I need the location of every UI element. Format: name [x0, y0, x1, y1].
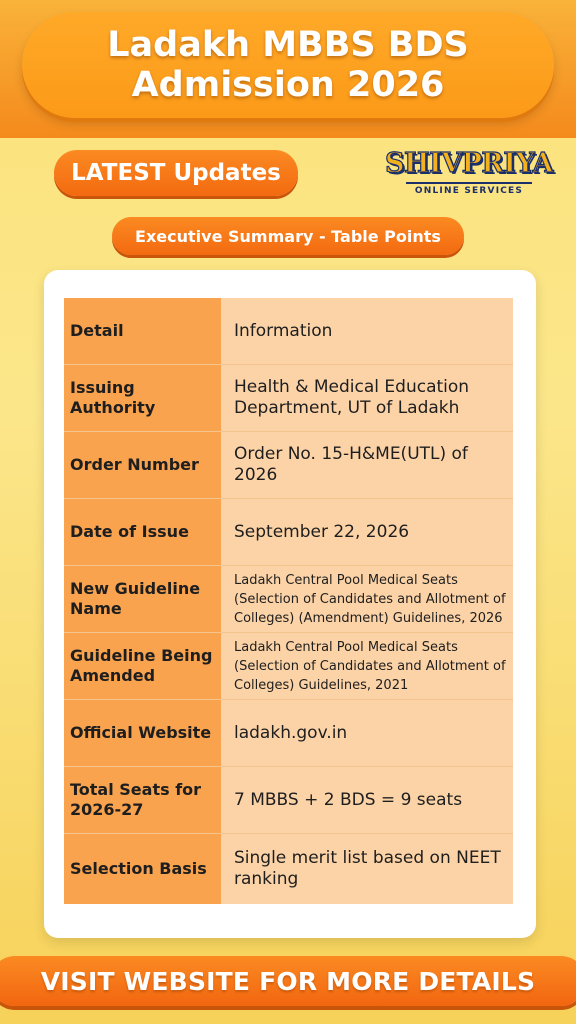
row-label: New Guideline Name: [64, 566, 221, 632]
row-label: Selection Basis: [64, 834, 221, 904]
row-value: September 22, 2026: [221, 499, 513, 565]
logo-name: SHIVPRIYA: [385, 148, 553, 179]
header-banner: [22, 12, 554, 118]
table-row: [64, 700, 513, 767]
latest-updates-badge: [54, 150, 298, 196]
page-title: Ladakh MBBS BDS Admission 2026: [107, 25, 469, 105]
row-value: 7 MBBS + 2 BDS = 9 seats: [221, 767, 513, 833]
row-value: Ladakh Central Pool Medical Seats (Selection of Candidates and Allotment of Colleges) (Amendment) Guidelines, 2026: [221, 566, 513, 632]
row-label: Issuing Authority: [64, 365, 221, 431]
row-value: Ladakh Central Pool Medical Seats (Selection of Candidates and Allotment of Colleges) Guidelines, 2021: [221, 633, 513, 699]
executive-summary-badge: [112, 217, 464, 255]
row-label: Official Website: [64, 700, 221, 766]
table-row: [64, 365, 513, 432]
table-row: [64, 298, 513, 365]
visit-website-label: VISIT WEBSITE FOR MORE DETAILS: [40, 966, 536, 996]
row-label: Detail: [64, 298, 221, 364]
table-row: [64, 633, 513, 700]
row-value: Health & Medical Education Department, UT of Ladakh: [221, 365, 513, 431]
logo-tagline: ONLINE SERVICES: [406, 182, 532, 200]
row-value: Order No. 15-H&ME(UTL) of 2026: [221, 432, 513, 498]
executive-summary-label: Executive Summary - Table Points: [135, 226, 441, 246]
row-value: Information: [221, 298, 513, 364]
table-row: [64, 499, 513, 566]
table-row: [64, 767, 513, 834]
shivpriya-logo: [384, 148, 554, 198]
latest-updates-label: LATEST Updates: [71, 160, 281, 186]
table-row: [64, 566, 513, 633]
table-row: [64, 432, 513, 499]
row-label: Guideline Being Amended: [64, 633, 221, 699]
row-label: Date of Issue: [64, 499, 221, 565]
row-label: Total Seats for 2026-27: [64, 767, 221, 833]
row-value: ladakh.gov.in: [221, 700, 513, 766]
visit-website-button[interactable]: [0, 956, 576, 1006]
table-row: [64, 834, 513, 904]
summary-table: [64, 298, 513, 904]
row-value: Single merit list based on NEET ranking: [221, 834, 513, 904]
row-label: Order Number: [64, 432, 221, 498]
